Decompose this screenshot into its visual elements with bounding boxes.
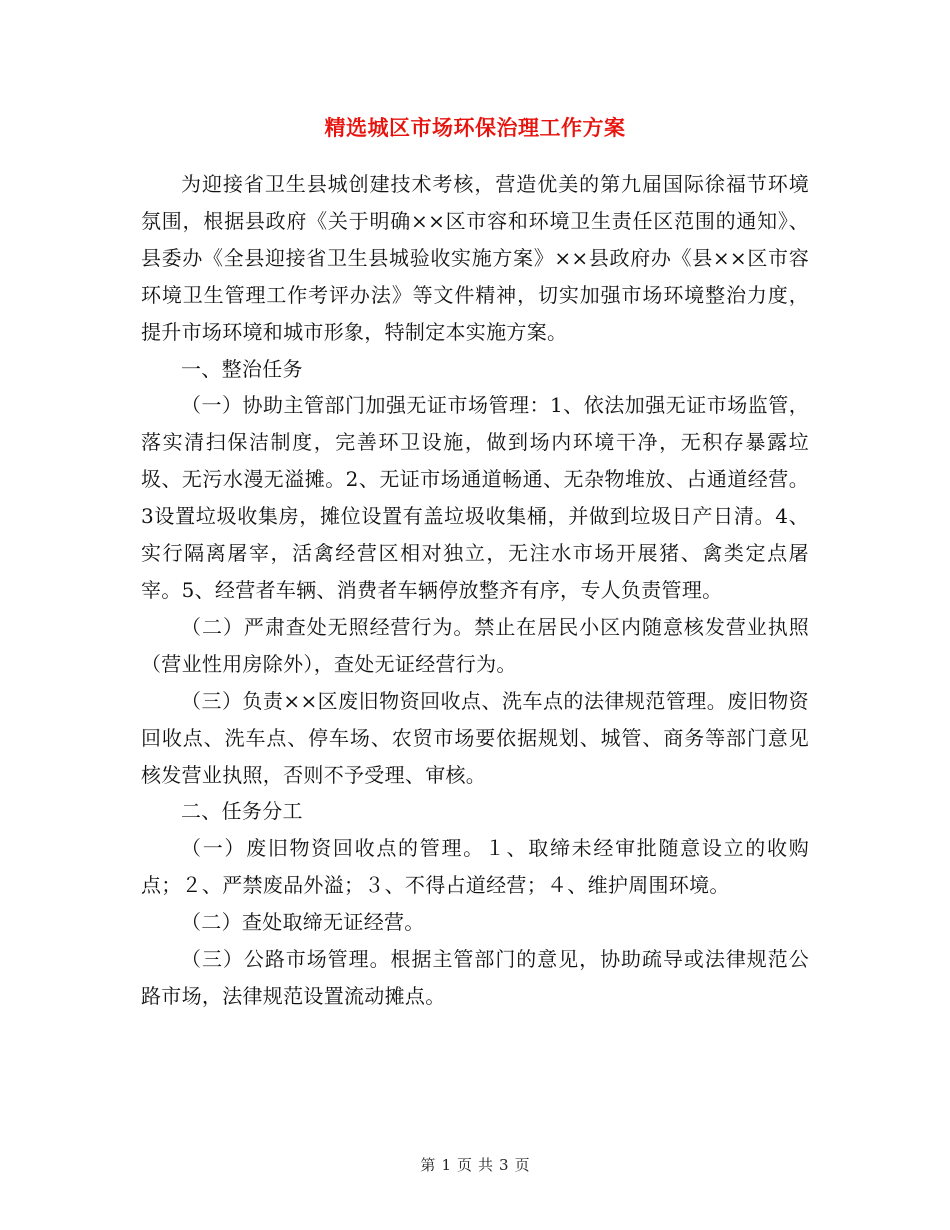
footer-total-pages: 3 [499, 1156, 509, 1174]
footer-total-suffix: 页 [514, 1156, 530, 1174]
document-body [141, 166, 809, 1015]
division-paragraph-3: （三）公路市场管理。根据主管部门的意见，协助疏导或法律规范公路市场，法律规范设置流动摊点。 [141, 947, 809, 1008]
footer-current-page: 1 [441, 1156, 451, 1174]
task-paragraph-2: （二）严肃查处无照经营行为。禁止在居民小区内随意核发营业执照（营业性用房除外），查处无证经营行为。 [141, 614, 809, 676]
document-title: 精选城区市场环保治理工作方案 [324, 115, 626, 140]
footer-total-prefix: 共 [478, 1156, 494, 1174]
section-heading-division: 二、任务分工 [181, 799, 303, 824]
task-paragraph-1: （一）协助主管部门加强无证市场管理：1、依法加强无证市场监管，落实清扫保洁制度，完善环卫设施，做到场内环境干净，无积存暴露垃圾、无污水漫无溢摊。2、无证市场通道畅通、无杂物堆放、占通道经营。3设置垃圾收集房，摊位设置有盖垃圾收集桶，并做到垃圾日产日清。4、实行隔离屠宰，活禽经营区相对独立，无注水市场开展猪、禽类定点屠宰。5、经营者车辆、消费者车辆停放整齐有序，专人负责管理。 [141, 393, 809, 602]
footer-page-prefix: 第 [420, 1156, 436, 1174]
division-paragraph-1: （一）废旧物资回收点的管理。１、取缔未经审批随意设立的收购点；２、严禁废品外溢；３、不得占道经营；４、维护周围环境。 [141, 836, 809, 898]
division-paragraph-2: （二）查处取缔无证经营。 [181, 910, 425, 935]
task-paragraph-3: （三）负责××区废旧物资回收点、洗车点的法律规范管理。废旧物资回收点、洗车点、停车场、农贸市场要依据规划、城管、商务等部门意见核发营业执照，否则不予受理、审核。 [141, 688, 809, 787]
footer-page-suffix: 页 [456, 1156, 472, 1174]
section-heading-tasks: 一、整治任务 [181, 356, 303, 381]
page-footer [0, 1154, 950, 1176]
intro-paragraph: 为迎接省卫生县城创建技术考核，营造优美的第九届国际徐福节环境氛围，根据县政府《关于明确××区市容和环境卫生责任区范围的通知》、县委办《全县迎接省卫生县城验收实施方案》××县政府办《县××区市容环境卫生管理工作考评办法》等文件精神，切实加强市场环境整治力度，提升市场环境和城市形象，特制定本实施方案。 [141, 172, 809, 344]
